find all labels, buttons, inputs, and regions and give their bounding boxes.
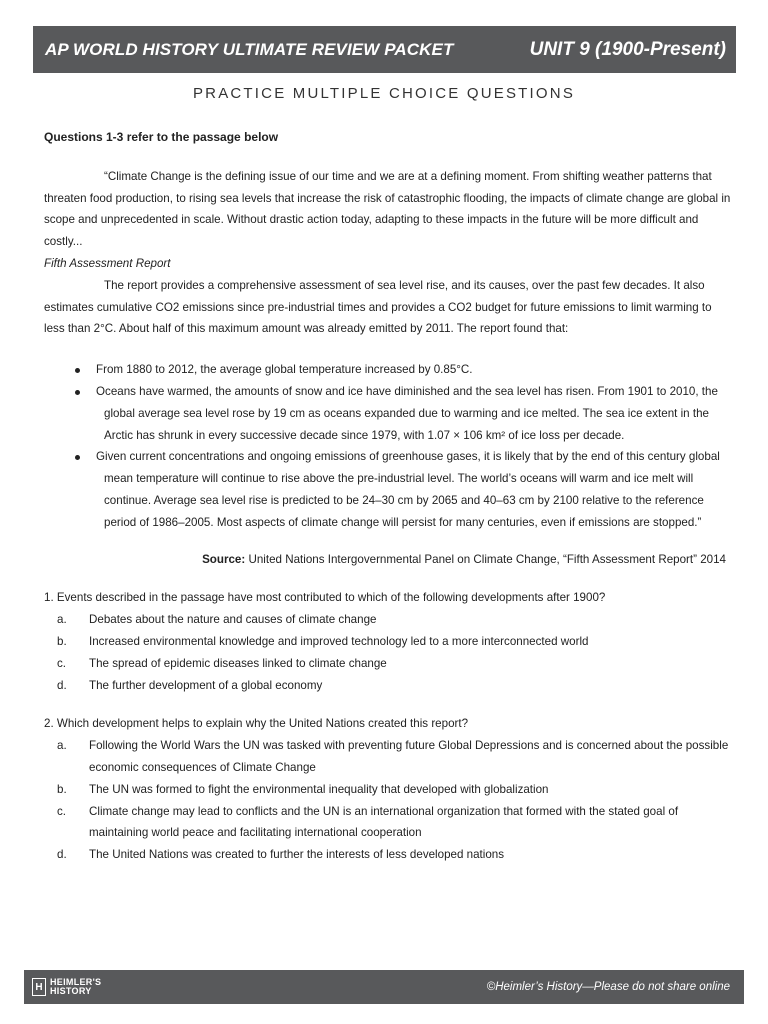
option-letter: c. xyxy=(57,656,67,670)
question-stem: 1. Events described in the passage have most contributed to which of the following developments after 1900? xyxy=(44,591,606,605)
heimlers-history-logo xyxy=(32,978,101,996)
option-letter: d. xyxy=(57,678,67,692)
option-text: The UN was formed to fight the environmental inequality that developed with globalization xyxy=(89,782,549,796)
answer-option[interactable] xyxy=(44,735,734,779)
unit-title: UNIT 9 (1900-Present) xyxy=(529,38,726,60)
list-item xyxy=(44,359,734,381)
finding-text: From 1880 to 2012, the average global temperature increased by 0.85°C. xyxy=(96,363,473,377)
bullet-icon xyxy=(75,455,80,460)
option-text: Debates about the nature and causes of climate change xyxy=(89,613,377,627)
option-text: Increased environmental knowledge and improved technology led to a more interconnected world xyxy=(89,634,589,648)
source-label: Source: xyxy=(202,552,246,566)
logo-mark-icon: H xyxy=(32,978,46,996)
question-2 xyxy=(44,713,734,866)
questions-intro-label: Questions 1-3 refer to the passage below xyxy=(44,130,279,144)
footer-bar xyxy=(24,970,744,1004)
option-text: The further development of a global economy xyxy=(89,678,323,692)
option-letter: b. xyxy=(57,782,67,796)
answer-option[interactable] xyxy=(44,779,734,801)
answer-option[interactable] xyxy=(44,844,734,866)
option-letter: a. xyxy=(57,739,67,753)
question-stem: 2. Which development helps to explain why the United Nations created this report? xyxy=(44,717,469,731)
source-citation xyxy=(44,549,734,571)
option-text: Climate change may lead to conflicts and the UN is an international organization that formed with the stated goal of maintaining world peace and facilitating international cooperation xyxy=(89,804,679,840)
logo-text xyxy=(50,978,101,996)
copyright-notice: ©Heimler’s History—Please do not share online xyxy=(486,981,730,993)
finding-text: Oceans have warmed, the amounts of snow and ice have diminished and the sea level has risen. From 1901 to 2010, the global average sea level rose by 19 cm as oceans expanded due to warming and ice melted. The sea ice extent in the Arctic has shrunk in every successive decade since 1979, with 1.07 × 106 km² of ice loss per decade. xyxy=(96,384,718,442)
findings-list xyxy=(44,359,734,533)
bullet-icon xyxy=(75,390,80,395)
passage-paragraph-2: The report provides a comprehensive assessment of sea level rise, and its causes, over the past few decades. It also estimates cumulative CO2 emissions since pre-industrial times and provides a CO2 budget for future emissions to limit warming to less than 2°C. About half of this maximum amount was already emitted by 2011. The report found that: xyxy=(44,278,712,336)
answer-option[interactable] xyxy=(44,609,734,631)
option-letter: b. xyxy=(57,634,67,648)
bullet-icon xyxy=(75,368,80,373)
list-item xyxy=(44,446,734,533)
option-letter: c. xyxy=(57,804,67,818)
answer-option[interactable] xyxy=(44,631,734,653)
logo-line-2: HISTORY xyxy=(50,986,92,996)
option-letter: a. xyxy=(57,613,67,627)
answer-option[interactable] xyxy=(44,653,734,675)
option-text: The spread of epidemic diseases linked to climate change xyxy=(89,656,387,670)
packet-title: AP WORLD HISTORY ULTIMATE REVIEW PACKET xyxy=(45,39,454,59)
report-title: Fifth Assessment Report xyxy=(44,256,171,270)
section-title: PRACTICE MULTIPLE CHOICE QUESTIONS xyxy=(192,85,576,102)
document-body xyxy=(44,127,734,866)
list-item xyxy=(44,381,734,446)
answer-option[interactable] xyxy=(44,675,734,697)
option-text: Following the World Wars the UN was tasked with preventing future Global Depressions and is concerned about the possible economic consequences of Climate Change xyxy=(89,739,729,774)
option-text: The United Nations was created to further the interests of less developed nations xyxy=(89,848,505,862)
header-bar xyxy=(33,26,736,73)
logo-line-1: HEIMLER'S xyxy=(50,977,102,987)
finding-text: Given current concentrations and ongoing emissions of greenhouse gases, it is likely that by the end of this century global mean temperature will continue to rise above the pre-industrial level. The world’s oceans will warm and ice melt will continue. Average sea level rise is predicted to be 24–30 cm by 2065 and 40–63 cm by 2100 relative to the reference period of 1986–2005. Most aspects of climate change will persist for many centuries, even if emissions are stopped.” xyxy=(96,450,720,529)
source-text: United Nations Intergovernmental Panel on Climate Change, “Fifth Assessment Report” 2014 xyxy=(245,552,726,566)
answer-option[interactable] xyxy=(44,801,734,845)
question-1 xyxy=(44,587,734,696)
option-letter: d. xyxy=(57,848,67,862)
passage-paragraph-1: “Climate Change is the defining issue of our time and we are at a defining moment. From shifting weather patterns that threaten food production, to rising sea levels that increase the risk of catastrophic flooding, the impacts of climate change are global in scope and unprecedented in scale. Without drastic action today, adapting to these impacts in the future will be more difficult and costly... xyxy=(44,169,731,249)
